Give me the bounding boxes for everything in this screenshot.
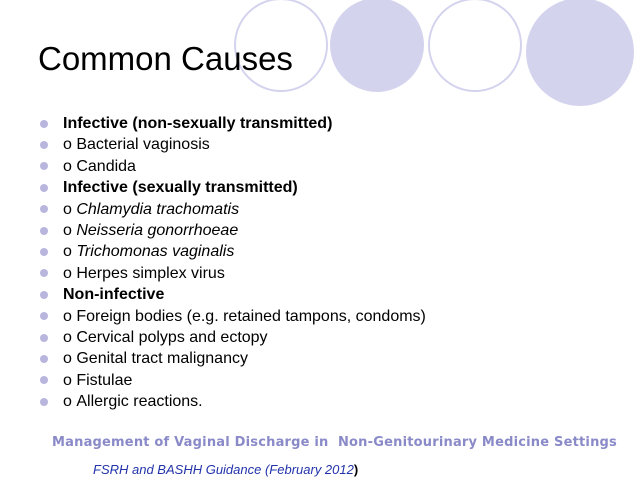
bullet-marker-icon [40, 184, 48, 192]
footer-title: Management of Vaginal Discharge in Non-Genitourinary Medicine Settings [52, 435, 617, 450]
bullet-text: Trichomonas vaginalis [76, 243, 235, 261]
decor-circle-3 [428, 0, 522, 92]
bullet-prefix: o [63, 371, 77, 389]
bullet-prefix: o [63, 307, 77, 325]
bullet-prefix: o [63, 243, 77, 261]
bullet-item [40, 199, 426, 220]
slide-title: Common Causes [38, 40, 293, 77]
bullet-item [40, 263, 426, 284]
bullet-item [40, 327, 426, 348]
bullet-item [40, 220, 426, 241]
bullet-marker-icon [40, 162, 48, 170]
bullet-prefix: o [63, 350, 77, 368]
bullet-list [40, 113, 426, 412]
bullet-item [40, 284, 426, 305]
bullet-marker-icon [40, 248, 48, 256]
bullet-text: Foreign bodies (e.g. retained tampons, condoms) [76, 307, 426, 325]
bullet-prefix: o [63, 393, 77, 411]
footer-source-close: ) [353, 462, 359, 477]
bullet-text: Allergic reactions. [76, 393, 203, 411]
bullet-prefix: o [63, 136, 77, 154]
bullet-prefix: o [63, 221, 77, 239]
bullet-item [40, 156, 426, 177]
bullet-marker-icon [40, 376, 48, 384]
bullet-item [40, 348, 426, 369]
bullet-text: Infective (non-sexually transmitted) [63, 115, 333, 132]
bullet-text: Genital tract malignancy [76, 350, 248, 368]
bullet-item [40, 306, 426, 327]
bullet-marker-icon [40, 398, 48, 406]
bullet-item [40, 241, 426, 262]
bullet-marker-icon [40, 291, 48, 299]
bullet-text: Neisseria gonorrhoeae [76, 221, 239, 239]
bullet-text: Chlamydia trachomatis [76, 200, 240, 218]
bullet-text: Fistulae [76, 371, 133, 389]
bullet-marker-icon [40, 205, 48, 213]
decor-circle-4 [526, 0, 634, 106]
bullet-text: Bacterial vaginosis [76, 136, 210, 154]
bullet-text: Candida [76, 157, 136, 175]
bullet-marker-icon [40, 141, 48, 149]
bullet-prefix: o [63, 200, 77, 218]
bullet-prefix: o [63, 264, 77, 282]
bullet-text: Infective (sexually transmitted) [63, 179, 298, 197]
bullet-marker-icon [40, 269, 48, 277]
bullet-marker-icon [40, 312, 48, 320]
bullet-item [40, 134, 426, 155]
bullet-item [40, 113, 426, 134]
bullet-item [40, 370, 426, 391]
bullet-prefix: o [63, 328, 77, 346]
bullet-marker-icon [40, 334, 48, 342]
footer-source [93, 462, 358, 477]
decor-circle-2 [330, 0, 424, 92]
bullet-text: Cervical polyps and ectopy [76, 328, 268, 346]
bullet-marker-icon [40, 120, 48, 128]
bullet-text: Non-infective [63, 286, 165, 304]
bullet-item [40, 391, 426, 412]
bullet-item [40, 177, 426, 198]
bullet-text: Herpes simplex virus [76, 264, 225, 282]
footer-source-text: FSRH and BASHH Guidance (February 2012 [93, 462, 354, 477]
bullet-prefix: o [63, 157, 77, 175]
bullet-marker-icon [40, 227, 48, 235]
bullet-marker-icon [40, 355, 48, 363]
